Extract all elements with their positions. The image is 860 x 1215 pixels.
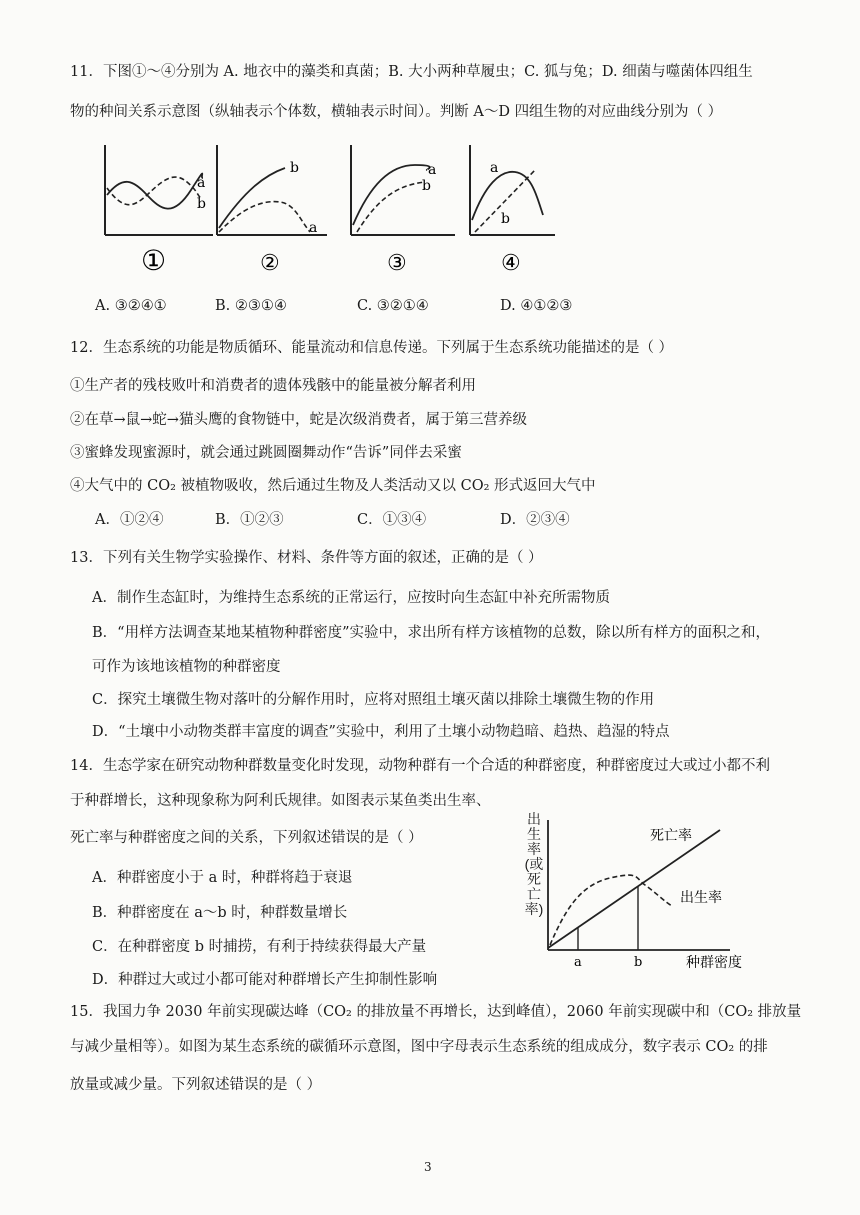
graph2-curve-a: a xyxy=(309,220,318,236)
graph1-label: ① xyxy=(141,244,167,277)
graph-4 xyxy=(470,145,555,235)
q15-stem-line3: 放量或减少量。下列叙述错误的是（ ） xyxy=(70,1077,322,1093)
graph3-curve-a: a xyxy=(428,162,437,178)
graph1-curve-a: a xyxy=(197,175,206,191)
graph2-curve-b: b xyxy=(290,160,299,176)
q12-item-3: ③蜜蜂发现蜜源时，就会通过跳圆圈舞动作“告诉”同伴去采蜜 xyxy=(70,445,462,461)
q13-option-b-cont: 可作为该地该植物的种群密度 xyxy=(92,659,281,675)
q11-stem-line2: 物的种间关系示意图（纵轴表示个体数，横轴表示时间）。判断 A～D 四组生物的对应曲线分别为（ ） xyxy=(70,104,723,120)
graph-2 xyxy=(217,145,327,236)
q12-item-2: ②在草→鼠→蛇→猫头鹰的食物链中，蛇是次级消费者，属于第三营养级 xyxy=(70,412,527,428)
graph1-curve-b: b xyxy=(197,196,206,212)
q11-option-c: C. ③②①④ xyxy=(357,298,429,314)
graph4-label: ④ xyxy=(501,251,521,276)
death-rate-label: 死亡率 xyxy=(650,828,692,844)
graph3-curve-b: b xyxy=(422,178,431,194)
q13-option-d: D．“土壤中小动物类群丰富度的调查”实验中，利用了土壤小动物趋暗、趋热、趋湿的特点 xyxy=(92,724,670,740)
q11-option-a: A. ③②④① xyxy=(95,298,167,314)
graph3-label: ③ xyxy=(387,251,407,276)
q14-option-c: C．在种群密度 b 时捕捞，有利于持续获得最大产量 xyxy=(92,939,427,955)
q15-stem-line2: 与减少量相等）。如图为某生态系统的碳循环示意图，图中字母表示生态系统的组成成分，数字表示 CO₂ 的排 xyxy=(70,1039,768,1055)
graph2-label: ② xyxy=(260,251,280,276)
q13-stem: 13．下列有关生物学实验操作、材料、条件等方面的叙述，正确的是（ ） xyxy=(70,550,543,566)
q12-stem: 12．生态系统的功能是物质循环、能量流动和信息传递。下列属于生态系统功能描述的是（ ） xyxy=(70,340,674,356)
q15-stem-line1: 15．我国力争 2030 年前实现碳达峰（CO₂ 的排放量不再增长，达到峰值），2060 年前实现碳中和（CO₂ 排放量 xyxy=(70,1004,802,1020)
q12-option-a: A．①②④ xyxy=(95,512,164,528)
q11-stem-line1: 11．下图①～④分别为 A. 地衣中的藻类和真菌；B. 大小两种草履虫；C. 狐与兔；D. 细菌与噬菌体四组生 xyxy=(70,64,753,80)
q14-option-a: A．种群密度小于 a 时，种群将趋于衰退 xyxy=(92,870,353,886)
q12-option-c: C．①③④ xyxy=(357,512,427,528)
q12-option-b: B．①②③ xyxy=(215,512,284,528)
q12-item-4: ④大气中的 CO₂ 被植物吸收，然后通过生物及人类活动又以 CO₂ 形式返回大气中 xyxy=(70,478,596,494)
x-axis-label: 种群密度 xyxy=(686,955,742,971)
page-number: 3 xyxy=(424,1160,432,1174)
q14-option-b: B．种群密度在 a～b 时，种群数量增长 xyxy=(92,905,348,921)
q14-stem-line2: 于种群增长，这种现象称为阿利氏规律。如图表示某鱼类出生率、 xyxy=(70,793,491,809)
q11-option-b: B. ②③①④ xyxy=(215,298,287,314)
q13-option-b: B．“用样方法调查某地某植物种群密度”实验中，求出所有样方该植物的总数，除以所有样方的面积之和， xyxy=(92,625,770,641)
tick-a: a xyxy=(574,955,582,970)
q14-stem-line3: 死亡率与种群密度之间的关系，下列叙述错误的是（ ） xyxy=(70,830,423,846)
tick-b: b xyxy=(634,955,643,970)
graph-1 xyxy=(105,145,213,235)
death-rate-line xyxy=(548,830,720,948)
q14-stem-line1: 14．生态学家在研究动物种群数量变化时发现，动物种群有一个合适的种群密度，种群密度过大或过小都不利 xyxy=(70,758,770,774)
q14-option-d: D．种群过大或过小都可能对种群增长产生抑制性影响 xyxy=(92,972,438,988)
q13-option-a: A．制作生态缸时，为维持生态系统的正常运行，应按时向生态缸中补充所需物质 xyxy=(92,590,610,606)
q12-item-1: ①生产者的残枝败叶和消费者的遗体残骸中的能量被分解者利用 xyxy=(70,378,476,394)
q12-option-d: D．②③④ xyxy=(500,512,570,528)
q14-chart xyxy=(520,810,770,980)
q11-option-d: D. ④①②③ xyxy=(500,298,573,314)
graph4-curve-b: b xyxy=(501,211,510,227)
graph-3 xyxy=(351,145,455,235)
q11-graphs xyxy=(95,140,565,280)
y-axis-label: 出生率(或死亡率) xyxy=(524,811,544,917)
graph4-curve-a: a xyxy=(490,160,499,176)
q13-option-c: C．探究土壤微生物对落叶的分解作用时，应将对照组土壤灭菌以排除土壤微生物的作用 xyxy=(92,692,655,708)
birth-rate-label: 出生率 xyxy=(680,890,722,906)
